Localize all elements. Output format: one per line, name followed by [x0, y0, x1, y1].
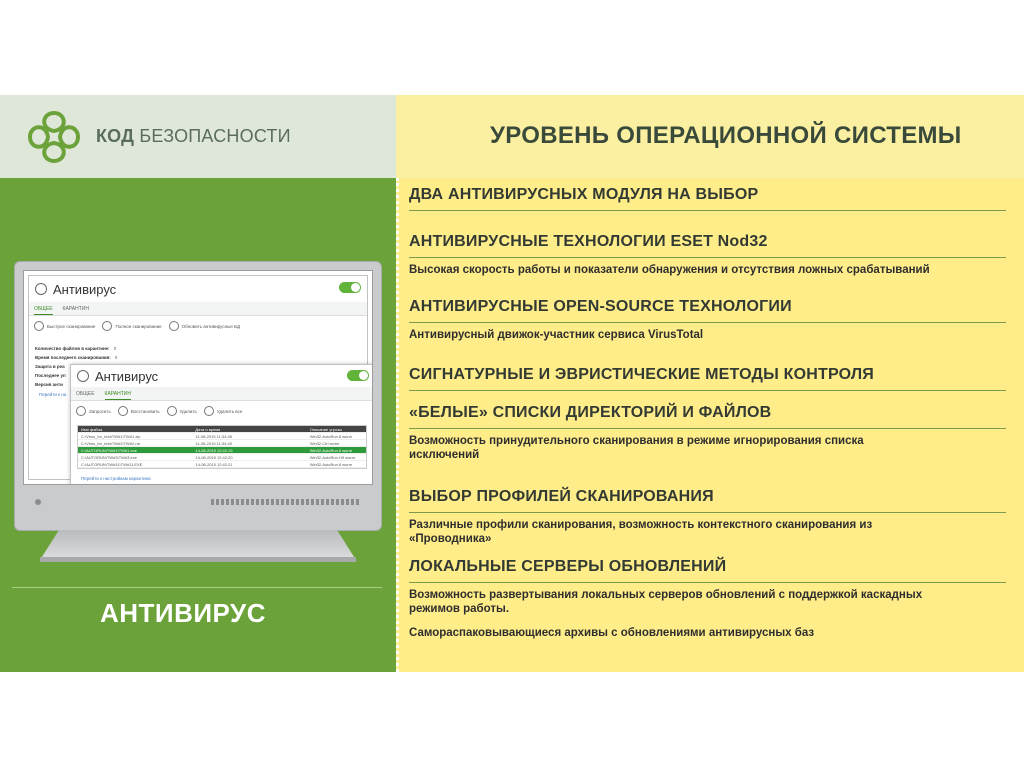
request-icon: [76, 406, 86, 416]
request-button[interactable]: Запросить: [76, 406, 111, 416]
scan-icon: [34, 321, 44, 331]
table-row-selected[interactable]: C:\AUTORUN\TW#1\TW#1.exe 14-08-2015 12:42:15 Win32.AutoRun.6 worm: [78, 447, 366, 454]
feature-description: Возможность принудительного сканирования в режиме игнорирования списка исключений: [409, 435, 864, 461]
trash-icon: [204, 406, 214, 416]
feature-heading: «БЕЛЫЕ» СПИСКИ ДИРЕКТОРИЙ И ФАЙЛОВ: [409, 404, 772, 421]
divider: [409, 582, 1006, 583]
quick-scan-button[interactable]: Быстрое сканирование: [34, 321, 95, 331]
divider: [409, 322, 1006, 323]
delete-icon: [167, 406, 177, 416]
brand-logo-icon: [24, 107, 84, 167]
features-list: [396, 178, 1024, 672]
scan-icon: [102, 321, 112, 331]
monitor-stand-base: [40, 557, 356, 562]
divider: [409, 390, 1006, 391]
feature-heading: АНТИВИРУСНЫЕ ТЕХНОЛОГИИ ESET Nod32: [409, 233, 768, 250]
product-label: АНТИВИРУС: [99, 598, 267, 628]
page-title: УРОВЕНЬ ОПЕРАЦИОННОЙ СИСТЕМЫ: [490, 122, 962, 149]
field-realtime: Защита в реа: [35, 364, 65, 369]
brand-name: КОД БЕЗОПАСНОСТИ: [96, 126, 291, 146]
feature-description: Возможность развертывания локальных серверов обновлений с поддержкой каскадных режимов работы.: [409, 589, 923, 615]
feature-signature-methods: [409, 366, 1009, 391]
quarantine-table: [77, 425, 367, 469]
feature-heading: ЛОКАЛЬНЫЕ СЕРВЕРЫ ОБНОВЛЕНИЙ: [409, 558, 727, 575]
table-row[interactable]: C:\Virus_for_test\TW#2\TW#2.rar 11-08-2015 11:34:45 Win32.Ctrl worm: [78, 440, 366, 447]
feature-eset: [409, 233, 1009, 277]
tab-general[interactable]: ОБЩЕЕ: [34, 302, 53, 315]
feature-description: Различные профили сканирования, возможность контекстного сканирования из «Проводника»: [409, 519, 873, 545]
divider: [409, 257, 1006, 258]
right-panel: [396, 95, 1024, 672]
slide: [0, 95, 1024, 672]
divider: [409, 210, 1006, 211]
refresh-icon: [169, 321, 179, 331]
tab-general[interactable]: ОБЩЕЕ: [76, 391, 95, 397]
toolbar: [29, 316, 367, 336]
table-row[interactable]: C:\AUTORUN\TW#3\TW#3.exe 14-08-2015 12:42:20 Win32.AutoRun.H9 worm: [78, 454, 366, 461]
tab-quarantine[interactable]: КАРАНТИН: [105, 387, 131, 400]
divider: [409, 512, 1006, 513]
divider: [409, 428, 1006, 429]
title-bar: [396, 95, 1024, 178]
window-title: Антивирус: [71, 365, 373, 387]
divider: [12, 587, 382, 588]
delete-button[interactable]: Удалить: [167, 406, 197, 416]
antivirus-icon: [77, 370, 89, 382]
feature-open-source: [409, 298, 1009, 342]
settings-link[interactable]: Перейти к на: [39, 392, 67, 397]
power-led-icon: [35, 499, 41, 505]
feature-scan-profiles: [409, 488, 1009, 546]
toolbar: [71, 401, 373, 421]
quarantine-settings-link[interactable]: Перейти к настройкам карантина: [81, 476, 151, 481]
table-row[interactable]: C:\AUTORUN\TW#11\TW#11.EXE 14-08-2015 12:42:21 Win32.AutoRun.8 worm: [78, 461, 366, 468]
feature-heading: ВЫБОР ПРОФИЛЕЙ СКАНИРОВАНИЯ: [409, 488, 714, 505]
protection-toggle[interactable]: [347, 370, 369, 381]
brand-bar: [0, 95, 396, 178]
field-quarantine-count: Количество файлов в карантине: 0: [35, 346, 117, 351]
tab-quarantine[interactable]: КАРАНТИН: [62, 306, 89, 312]
restore-button[interactable]: Восстановить: [118, 406, 160, 416]
delete-all-button[interactable]: Удалить все: [204, 406, 243, 416]
feature-local-update-servers: [409, 558, 1009, 640]
feature-heading: ДВА АНТИВИРУСНЫХ МОДУЛЯ НА ВЫБОР: [409, 186, 759, 203]
field-last-update: Последнее уп: [35, 373, 66, 378]
monitor-illustration: [14, 261, 382, 531]
feature-two-modules: [409, 186, 1009, 211]
monitor-screen: [23, 270, 373, 485]
feature-heading: СИГНАТУРНЫЕ И ЭВРИСТИЧЕСКИЕ МЕТОДЫ КОНТРОЛЯ: [409, 366, 874, 383]
feature-description: Антивирусный движок-участник сервиса VirusTotal: [409, 329, 704, 341]
window-tabs: [71, 387, 373, 401]
table-row[interactable]: C:\Virus_for_test\TW#1\TW#1.zip 11-08-2015 11:34:45 Win32.AutoRun.6 worm: [78, 433, 366, 440]
full-scan-button[interactable]: Полное сканирование: [102, 321, 161, 331]
feature-heading: АНТИВИРУСНЫЕ OPEN-SOURCE ТЕХНОЛОГИИ: [409, 298, 792, 315]
protection-toggle[interactable]: [339, 282, 361, 293]
restore-icon: [118, 406, 128, 416]
field-version: Версия анти: [35, 382, 63, 387]
monitor-bezel: [23, 490, 373, 522]
field-last-scan: Время последнего сканирования: 0: [35, 355, 118, 360]
window-tabs: [29, 302, 367, 316]
feature-description-extra: Самораспаковывающиеся архивы с обновлениями антивирусных баз: [409, 627, 815, 639]
antivirus-icon: [35, 283, 47, 295]
monitor-stand: [40, 530, 356, 560]
feature-whitelists: [409, 404, 1009, 462]
feature-description: Высокая скорость работы и показатели обнаружения и отсутствия ложных срабатываний: [409, 264, 930, 276]
speaker-grille: [211, 499, 361, 505]
antivirus-window-quarantine: [70, 364, 373, 485]
update-db-button[interactable]: Обновить антивирусные БД: [169, 321, 240, 331]
left-panel: [0, 95, 396, 672]
table-header: Имя файла Дата и время Описание угрозы: [78, 426, 366, 433]
window-title: Антивирус: [29, 276, 367, 302]
